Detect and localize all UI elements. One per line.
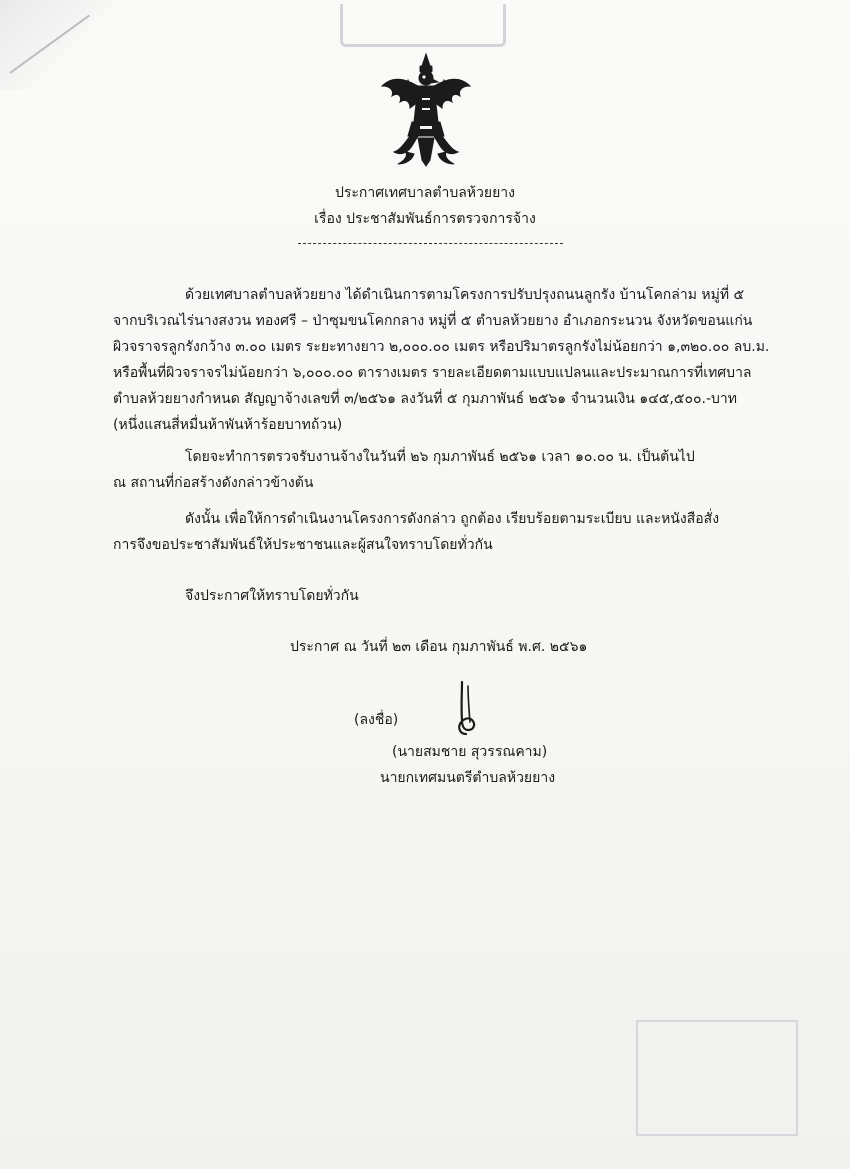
- page-fold: [0, 0, 120, 90]
- paragraph-1-line-4: หรือพื้นที่ผิวจราจรไม่น้อยกว่า ๖,๐๐๐.๐๐ ตารางเมตร รายละเอียดตามแบบแปลนและประมาณการที่เทศบาล: [113, 365, 752, 381]
- header-divider: [298, 243, 563, 244]
- bleed-through-box: [636, 1020, 798, 1136]
- paragraph-1-line-3: ผิวจราจรลูกรังกว้าง ๓.๐๐ เมตร ระยะทางยาว ๒,๐๐๐.๐๐ เมตร หรือปริมาตรลูกรังไม่น้อยกว่า ๑,๓๒๐.๐๐ ลบ.ม.: [113, 339, 770, 355]
- announcement-subject: เรื่อง ประชาสัมพันธ์การตรวจการจ้าง: [314, 211, 536, 227]
- paragraph-1-line-2: จากบริเวณไร่นางสงวน ทองศรี – ป่าซุมขนโคกกลาง หมู่ที่ ๕ ตำบลห้วยยาง อำเภอกระนวน จังหวัดขอนแก่น: [113, 313, 753, 329]
- paragraph-1-line-6: (หนึ่งแสนสี่หมื่นห้าพันห้าร้อยบาทถ้วน): [113, 417, 343, 433]
- announcement-title: ประกาศเทศบาลตำบลห้วยยาง: [335, 185, 515, 201]
- handwritten-signature: [448, 680, 482, 738]
- paragraph-1-line-1: ด้วยเทศบาลตำบลห้วยยาง ได้ดำเนินการตามโครงการปรับปรุงถนนลูกรัง บ้านโคกล่าม หมู่ที่ ๕: [185, 287, 745, 303]
- paragraph-2-line-1: โดยจะทำการตรวจรับงานจ้างในวันที่ ๒๖ กุมภาพันธ์ ๒๕๖๑ เวลา ๑๐.๐๐ น. เป็นต้นไป: [185, 449, 695, 465]
- closing-statement: จึงประกาศให้ทราบโดยทั่วกัน: [185, 588, 359, 604]
- paragraph-2-line-2: ณ สถานที่ก่อสร้างดังกล่าวข้างต้น: [113, 475, 314, 491]
- signatory-position: นายกเทศมนตรีตำบลห้วยยาง: [380, 770, 556, 786]
- paragraph-1-line-5: ตำบลห้วยยางกำหนด สัญญาจ้างเลขที่ ๓/๒๕๖๑ ลงวันที่ ๕ กุมภาพันธ์ ๒๕๖๑ จำนวนเงิน ๑๔๕,๕๐๐.-บาท: [113, 391, 738, 407]
- signed-label: (ลงชื่อ): [354, 712, 399, 728]
- garuda-emblem-icon: [378, 52, 474, 168]
- signatory-name: (นายสมชาย สุวรรณคาม): [392, 744, 548, 760]
- paragraph-3-line-1: ดังนั้น เพื่อให้การดำเนินงานโครงการดังกล่าว ถูกต้อง เรียบร้อยตามระเบียบ และหนังสือสั่ง: [185, 511, 720, 527]
- announcement-date: ประกาศ ณ วันที่ ๒๓ เดือน กุมภาพันธ์ พ.ศ. ๒๕๖๑: [290, 639, 588, 655]
- bleed-through-stamp: [340, 4, 506, 47]
- paragraph-3-line-2: การจึงขอประชาสัมพันธ์ให้ประชาชนและผู้สนใจทราบโดยทั่วกัน: [113, 537, 493, 553]
